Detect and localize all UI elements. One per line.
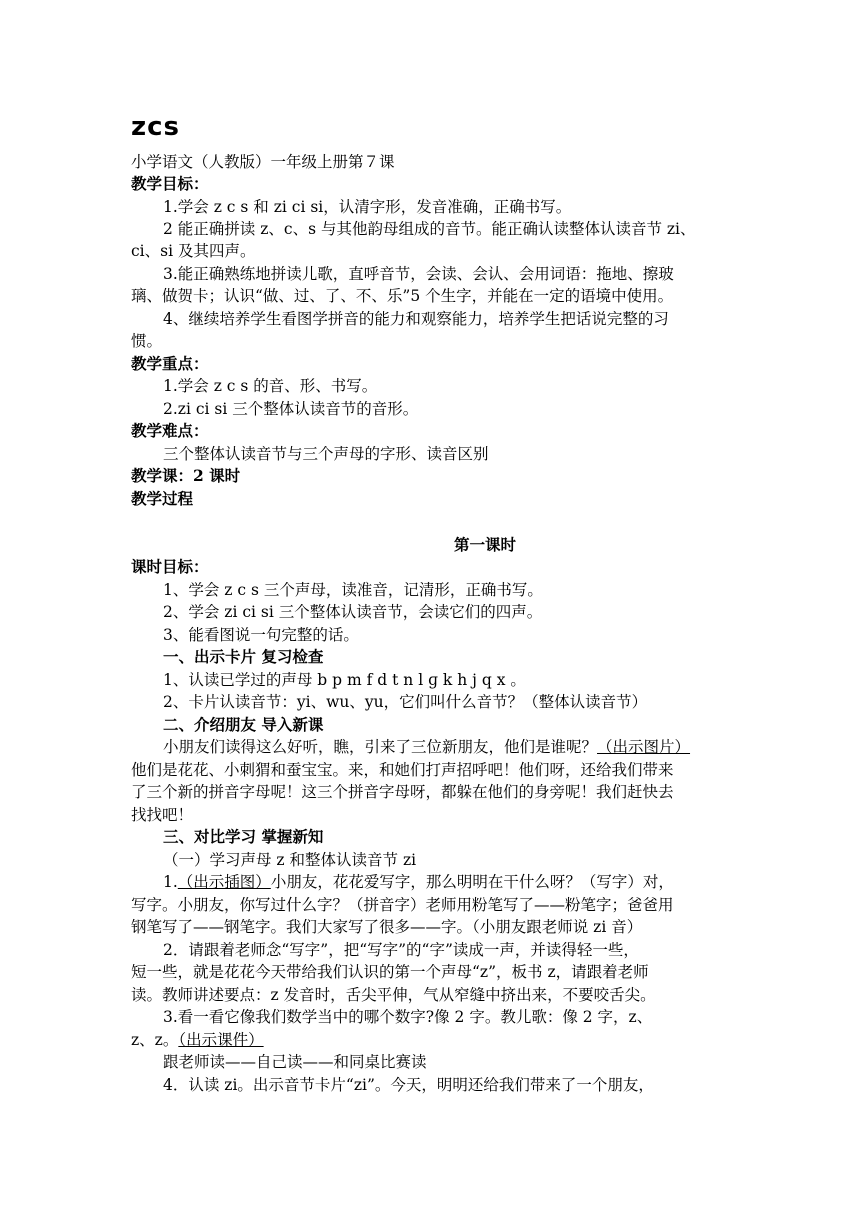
key-point-1: 1.学会 z c s 的音、形、书写。: [163, 377, 378, 395]
goal-2-cont: ci、si 及其四声。: [131, 242, 256, 260]
heading-goals: 教学目标：: [131, 174, 209, 193]
session-goal-1: 1、学会 z c s 三个声母，读准音，记清形，正确书写。: [163, 581, 543, 599]
step-2-line-3: 读。教师讲述要点：z 发音时，舌尖平伸，气从窄缝中挤出来，不要咬舌尖。: [131, 986, 656, 1004]
step-2-line-2: 短一些，就是花花今天带给我们认识的第一个声母“z”，板书 z，请跟着老师: [131, 963, 649, 981]
heading-process: 教学过程: [131, 489, 194, 508]
goal-3: 3.能正确熟练地拼读儿歌，直呼音节，会读、会认、会用词语：拖地、擦玻: [163, 265, 674, 283]
section-1-item-1: 1、认读已学过的声母 b p m f d t n l ɡ k h j q x 。: [163, 671, 526, 689]
section-2-heading: 二、介绍朋友 导入新课: [163, 715, 324, 734]
subsection-1-heading: （一）学习声母 z 和整体认读音节 zi: [163, 851, 417, 869]
step-2-line-1: 2．请跟着老师念“写字”，把“写字”的“字”读成一声，并读得轻一些，: [163, 941, 639, 959]
section-2-para-line-4: 找找吧！: [131, 806, 194, 824]
reading-practice: 跟老师读——自己读——和同桌比赛读: [163, 1053, 427, 1071]
step-4-line-1: 4．认读 zi。出示音节卡片“zi”。今天，明明还给我们带来了一个朋友，: [163, 1076, 654, 1094]
show-picture-note: （出示图片）: [597, 738, 691, 756]
goal-4-cont: 惯。: [131, 332, 163, 350]
goal-3-cont: 璃、做贺卡；认识“做、过、了、不、乐”5 个生字，并能在一定的语境中使用。: [131, 287, 674, 305]
subtitle: 小学语文（人教版）一年级上册第７课: [131, 153, 395, 171]
step-1-line-1: 1.（出示插图）小朋友，花花爱写字，那么明明在干什么呀？（写字）对，: [163, 873, 674, 891]
goal-1: 1.学会 z c s 和 zi ci si，认清字形，发音准确，正确书写。: [163, 198, 572, 216]
show-illustration-note: （出示插图）: [177, 873, 271, 891]
class-hours: 教学课：2 课时: [131, 466, 241, 485]
section-3-heading: 三、对比学习 掌握新知: [163, 827, 324, 846]
goal-2: 2 能正确拼读 z、c、s 与其他韵母组成的音节。能正确认读整体认读音节 zi、: [163, 220, 696, 238]
goal-4: 4、继续培养学生看图学拼音的能力和观察能力，培养学生把话说完整的习: [163, 310, 669, 328]
key-point-2: 2.zi ci si 三个整体认读音节的音形。: [163, 400, 419, 418]
heading-key-points: 教学重点：: [131, 354, 209, 373]
session-goal-2: 2、学会 zi ci si 三个整体认读音节，会读它们的四声。: [163, 603, 543, 621]
show-courseware-note: （出示课件）: [178, 1031, 264, 1049]
session-goal-3: 3、能看图说一句完整的话。: [163, 626, 359, 644]
step-1-line-3: 钢笔写了——钢笔字。我们大家写了很多——字。（小朋友跟老师说 zi 音）: [131, 918, 643, 936]
step-3-line-2: z、z。（出示课件）: [131, 1031, 264, 1049]
session-heading: 第一课时: [453, 535, 516, 554]
section-1-heading: 一、出示卡片 复习检查: [163, 647, 324, 666]
section-2-para-line-2: 他们是花花、小刺猬和蚕宝宝。来，和她们打声招呼吧！他们呀，还给我们带来: [131, 761, 674, 779]
difficulty-1: 三个整体认读音节与三个声母的字形、读音区别: [163, 445, 489, 463]
section-2-para-line-3: 了三个新的拼音字母呢！这三个拼音字母呀，都躲在他们的身旁呢！我们赶快去: [131, 783, 674, 801]
step-3-line-1: 3.看一看它像我们数学当中的哪个数字?像 2 字。教儿歌：像 2 字，z、: [163, 1008, 653, 1026]
section-2-para-line-1: 小朋友们读得这么好听，瞧，引来了三位新朋友，他们是谁呢？（出示图片）: [163, 738, 691, 756]
step-1-line-2: 写字。小朋友，你写过什么字？（拼音字）老师用粉笔写了——粉笔字；爸爸用: [131, 896, 674, 914]
heading-session-goals: 课时目标：: [131, 557, 209, 576]
heading-difficulties: 教学难点：: [131, 421, 209, 440]
lesson-title: zcs: [131, 112, 181, 142]
section-1-item-2: 2、卡片认读音节：yi、wu、yu，它们叫什么音节？（整体认读音节）: [163, 693, 648, 711]
